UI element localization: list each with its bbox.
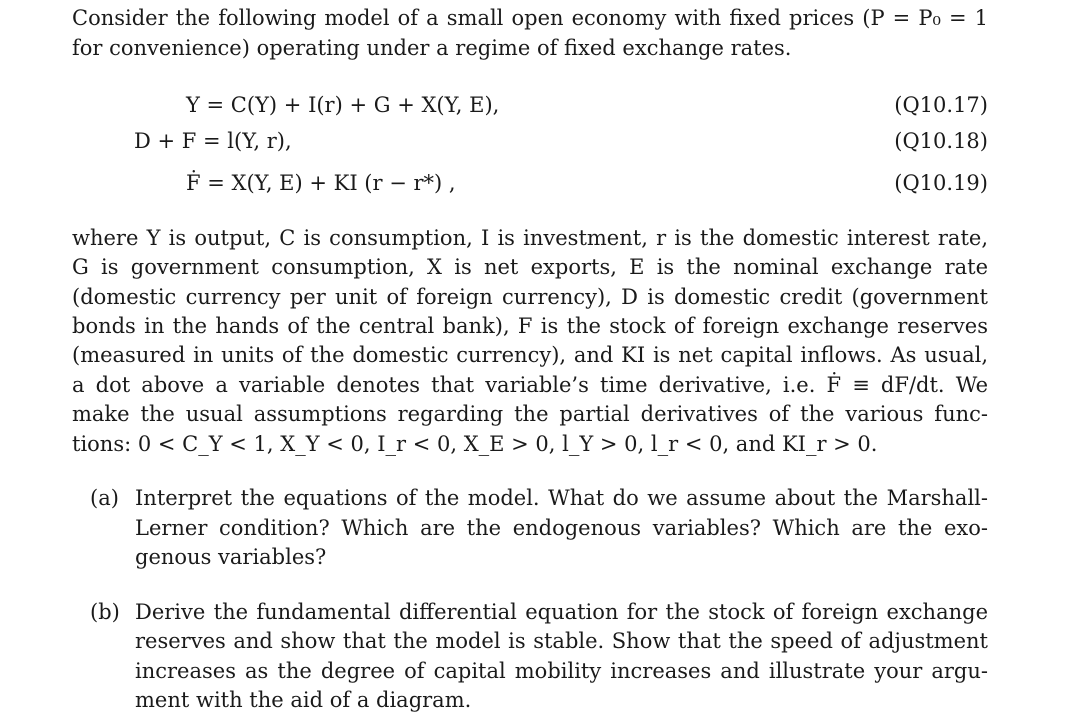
question-b-line-1: Derive the fundamental differential equation for the stock of foreign exchange xyxy=(135,600,988,624)
definitions-line-5: (measured in units of the domestic currency), and KI is net capital inflows. As usual, xyxy=(72,343,988,367)
intro-line-1: Consider the following model of a small open economy with fixed prices (P = P₀ = 1 xyxy=(72,6,988,30)
definitions-line-1: where Y is output, C is consumption, I is investment, r is the domestic interest rate, xyxy=(72,226,988,250)
definitions-line-3: (domestic currency per unit of foreign currency), D is domestic credit (government xyxy=(72,285,988,309)
equation-label-q10-17: (Q10.17) xyxy=(894,93,988,117)
question-b-line-3: increases as the degree of capital mobility increases and illustrate your argu- xyxy=(135,659,988,683)
definitions-line-8: tions: 0 < C_Y < 1, X_Y < 0, I_r < 0, X_E > 0, l_Y > 0, l_r < 0, and KI_r > 0. xyxy=(72,432,878,456)
equation-label-q10-19: (Q10.19) xyxy=(894,171,988,195)
definitions-line-7: make the usual assumptions regarding the partial derivatives of the various func- xyxy=(72,402,988,426)
question-b-label: (b) xyxy=(90,600,120,624)
equation-q10-17: Y = C(Y) + I(r) + G + X(Y, E), xyxy=(186,93,500,117)
question-b-line-2: reserves and show that the model is stable. Show that the speed of adjustment xyxy=(135,629,988,653)
definitions-line-2: G is government consumption, X is net exports, E is the nominal exchange rate xyxy=(72,255,988,279)
equation-q10-19: Ḟ = X(Y, E) + KI (r − r*) , xyxy=(186,171,456,195)
equation-q10-18: D + F = l(Y, r), xyxy=(134,129,292,153)
question-a-line-2: Lerner condition? Which are the endogenous variables? Which are the exo- xyxy=(135,516,988,540)
definitions-line-6: a dot above a variable denotes that variable’s time derivative, i.e. Ḟ ≡ dF/dt. We xyxy=(72,373,988,397)
question-a-line-3: genous variables? xyxy=(135,545,327,569)
question-a-line-1: Interpret the equations of the model. What do we assume about the Marshall- xyxy=(135,486,988,510)
equation-label-q10-18: (Q10.18) xyxy=(894,129,988,153)
intro-line-2: for convenience) operating under a regime of fixed exchange rates. xyxy=(72,36,792,60)
question-a-label: (a) xyxy=(90,486,119,510)
question-b-line-4: ment with the aid of a diagram. xyxy=(135,688,472,712)
definitions-line-4: bonds in the hands of the central bank), F is the stock of foreign exchange reserves xyxy=(72,314,988,338)
